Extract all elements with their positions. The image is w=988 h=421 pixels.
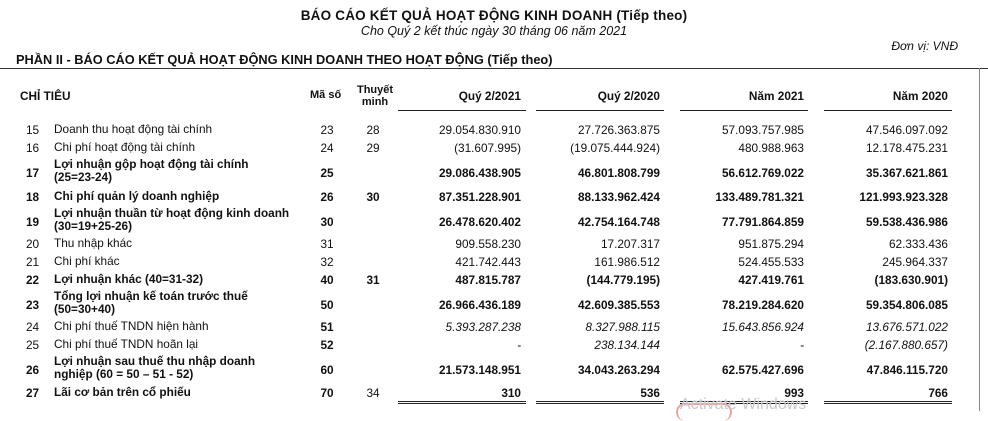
- row-number: 17: [26, 166, 40, 180]
- row-value-q2-2021: 421.742.443: [455, 255, 521, 269]
- row-value-q2-2020: 42.609.385.553: [577, 298, 660, 312]
- row-value-y2021: -: [800, 338, 804, 352]
- row-value-q2-2021: 26.966.436.189: [438, 298, 521, 312]
- col-head-note-line2: minh: [361, 96, 389, 108]
- header-rule-3: [680, 110, 808, 111]
- row-value-q2-2021: 29.054.830.910: [438, 123, 521, 137]
- row-code: 26: [320, 190, 334, 204]
- row-value-q2-2021: 5.393.287.238: [445, 320, 521, 334]
- row-number: 26: [26, 363, 40, 377]
- col-head-item: CHỈ TIÊU: [20, 89, 71, 103]
- row-code: 51: [320, 320, 334, 334]
- row-value-y2020: 13.676.571.022: [865, 320, 948, 334]
- col-head-q2-2021: Quý 2/2021: [458, 89, 521, 103]
- row-note: 34: [366, 386, 380, 400]
- row-value-q2-2021: 487.815.787: [455, 273, 521, 287]
- row-number: 22: [26, 273, 40, 287]
- report-title: BÁO CÁO KẾT QUẢ HOẠT ĐỘNG KINH DOANH (Tiếp theo): [300, 8, 688, 23]
- row-value-q2-2021: -: [517, 338, 521, 352]
- row-value-q2-2020: 42.754.164.748: [577, 215, 660, 229]
- row-code: 23: [320, 123, 334, 137]
- row-label: Chi phí khác: [54, 254, 120, 268]
- row-value-y2021: 951.875.294: [738, 237, 804, 251]
- row-label: Doanh thu hoạt động tài chính: [54, 122, 213, 136]
- row-code: 40: [320, 273, 334, 287]
- row-note: 28: [366, 123, 380, 137]
- row-code: 52: [320, 338, 334, 352]
- col-head-q2-2020: Quý 2/2020: [597, 89, 660, 103]
- row-value-q2-2020: 8.327.988.115: [585, 320, 660, 334]
- row-value-y2021: 524.455.533: [738, 255, 804, 269]
- row-value-y2020: 35.367.621.861: [865, 166, 948, 180]
- row-code: 24: [320, 141, 334, 155]
- row-code: 32: [320, 255, 334, 269]
- col-head-code: Mã số: [310, 89, 342, 101]
- activate-windows-watermark: Activate Windows: [680, 396, 807, 413]
- row-value-y2021: 427.419.761: [738, 273, 804, 287]
- row-label-line2: (50=30+40): [54, 302, 116, 316]
- row-number: 25: [26, 338, 40, 352]
- row-value-y2020: 59.538.436.986: [865, 215, 948, 229]
- row-value-y2021: 56.612.769.022: [721, 166, 804, 180]
- row-number: 23: [26, 298, 40, 312]
- row-value-q2-2020: 46.801.808.799: [577, 166, 660, 180]
- row-value-y2020: 62.333.436: [888, 237, 948, 251]
- row-value-q2-2021: 26.478.620.402: [438, 215, 521, 229]
- row-number: 20: [26, 237, 40, 251]
- row-value-y2021: 133.489.781.321: [715, 190, 804, 204]
- row-code: 31: [320, 237, 334, 251]
- row-label: Lãi cơ bản trên cổ phiếu: [54, 385, 191, 399]
- row-label: [54, 355, 255, 381]
- row-value-y2021: 480.988.963: [738, 141, 804, 155]
- row-value-q2-2020: (19.075.444.924): [570, 141, 660, 155]
- row-label: Lợi nhuận khác (40=31-32): [54, 272, 204, 286]
- row-value-y2020: 245.964.337: [882, 255, 948, 269]
- row-label: Chi phí thuế TNDN hoãn lại: [54, 337, 199, 351]
- section-rule: [0, 68, 988, 69]
- row-label: [54, 290, 248, 316]
- row-value-q2-2021: (31.607.995): [454, 141, 521, 155]
- row-code: 50: [320, 298, 334, 312]
- col-head-note-line1: Thuyết: [356, 84, 394, 96]
- row-value-y2020: (183.630.901): [874, 273, 948, 287]
- row-value-y2020: 12.178.475.231: [865, 141, 948, 155]
- row-value-q2-2021: 21.573.148.951: [438, 363, 521, 377]
- row-value-q2-2021: 909.558.230: [455, 237, 521, 251]
- right-edge-line: [979, 68, 980, 411]
- row-number: 19: [26, 215, 40, 229]
- row-value-y2020: 47.546.097.092: [865, 123, 948, 137]
- row-number: 27: [26, 386, 40, 400]
- row-label-line2: (25=23-24): [54, 170, 113, 184]
- total-rule-4: [824, 401, 952, 404]
- section-title: PHẦN II - BÁO CÁO KẾT QUẢ HOẠT ĐỘNG KINH DOANH THEO HOẠT ĐỘNG (Tiếp theo): [16, 52, 553, 67]
- row-number: 21: [26, 255, 40, 269]
- row-number: 15: [26, 123, 40, 137]
- row-value-y2020: 47.846.115.720: [866, 363, 948, 377]
- row-label: Chi phí quản lý doanh nghiệp: [54, 189, 220, 203]
- row-value-y2020: 766: [928, 386, 948, 400]
- row-value-q2-2021: 29.086.438.905: [438, 166, 521, 180]
- row-label-line2: (30=19+25-26): [54, 219, 133, 233]
- row-label: Chi phí hoạt động tài chính: [54, 140, 196, 154]
- row-value-q2-2020: 88.133.962.424: [577, 190, 660, 204]
- currency-unit: Đơn vị: VNĐ: [891, 39, 958, 53]
- row-label-line1: Lợi nhuận thuần từ hoạt động kinh doanh: [54, 206, 290, 220]
- row-code: 30: [320, 215, 334, 229]
- row-value-y2021: 78.219.284.620: [721, 298, 804, 312]
- row-note: 31: [366, 273, 380, 287]
- row-number: 24: [26, 320, 40, 334]
- row-code: 70: [320, 386, 334, 400]
- row-value-q2-2020: 27.726.363.875: [577, 123, 660, 137]
- row-code: 60: [320, 363, 334, 377]
- row-value-y2021: 62.575.427.696: [721, 363, 804, 377]
- row-label-line1: Lợi nhuận sau thuế thu nhập doanh: [54, 354, 256, 368]
- row-label-line1: Tổng lợi nhuận kế toán trước thuế: [54, 289, 248, 303]
- row-label: Chi phí thuế TNDN hiện hành: [54, 319, 209, 333]
- row-value-q2-2020: (144.779.195): [586, 273, 660, 287]
- row-value-q2-2020: 161.986.512: [594, 255, 660, 269]
- row-note: 30: [366, 190, 380, 204]
- total-rule-1: [398, 401, 526, 404]
- row-value-q2-2020: 34.043.263.294: [577, 363, 660, 377]
- row-value-y2020: 121.993.923.328: [859, 190, 948, 204]
- row-label-line1: Lợi nhuận gộp hoạt động tài chính: [54, 157, 249, 171]
- row-note: 29: [366, 141, 380, 155]
- row-value-y2021: 77.791.864.859: [721, 215, 804, 229]
- row-label-line2: nghiệp (60 = 50 – 51 - 52): [54, 367, 194, 381]
- header-rule-2: [536, 110, 664, 111]
- row-value-y2020: (2.167.880.657): [864, 338, 948, 352]
- row-value-q2-2020: 17.207.317: [600, 237, 660, 251]
- row-value-y2021: 15.643.856.924: [721, 320, 804, 334]
- row-value-y2020: 59.354.806.085: [865, 298, 948, 312]
- row-value-q2-2020: 238.134.144: [594, 338, 660, 352]
- row-label: [54, 158, 249, 184]
- row-value-y2021: 57.093.757.985: [721, 123, 804, 137]
- header-rule-1: [398, 110, 526, 111]
- col-head-y2020: Năm 2020: [892, 89, 948, 103]
- row-code: 25: [320, 166, 334, 180]
- row-label: Thu nhập khác: [54, 236, 133, 250]
- row-label: [54, 207, 289, 233]
- header-rule-4: [824, 110, 952, 111]
- row-number: 18: [26, 190, 40, 204]
- row-value-q2-2021: 87.351.228.901: [438, 190, 521, 204]
- row-number: 16: [26, 141, 40, 155]
- total-rule-2: [536, 401, 664, 404]
- row-value-q2-2020: 536: [640, 386, 660, 400]
- report-subtitle: Cho Quý 2 kết thúc ngày 30 tháng 06 năm 2021: [360, 24, 628, 38]
- row-value-q2-2021: 310: [501, 386, 521, 400]
- col-head-y2021: Năm 2021: [748, 89, 804, 103]
- row-value-y2021: 993: [784, 386, 804, 400]
